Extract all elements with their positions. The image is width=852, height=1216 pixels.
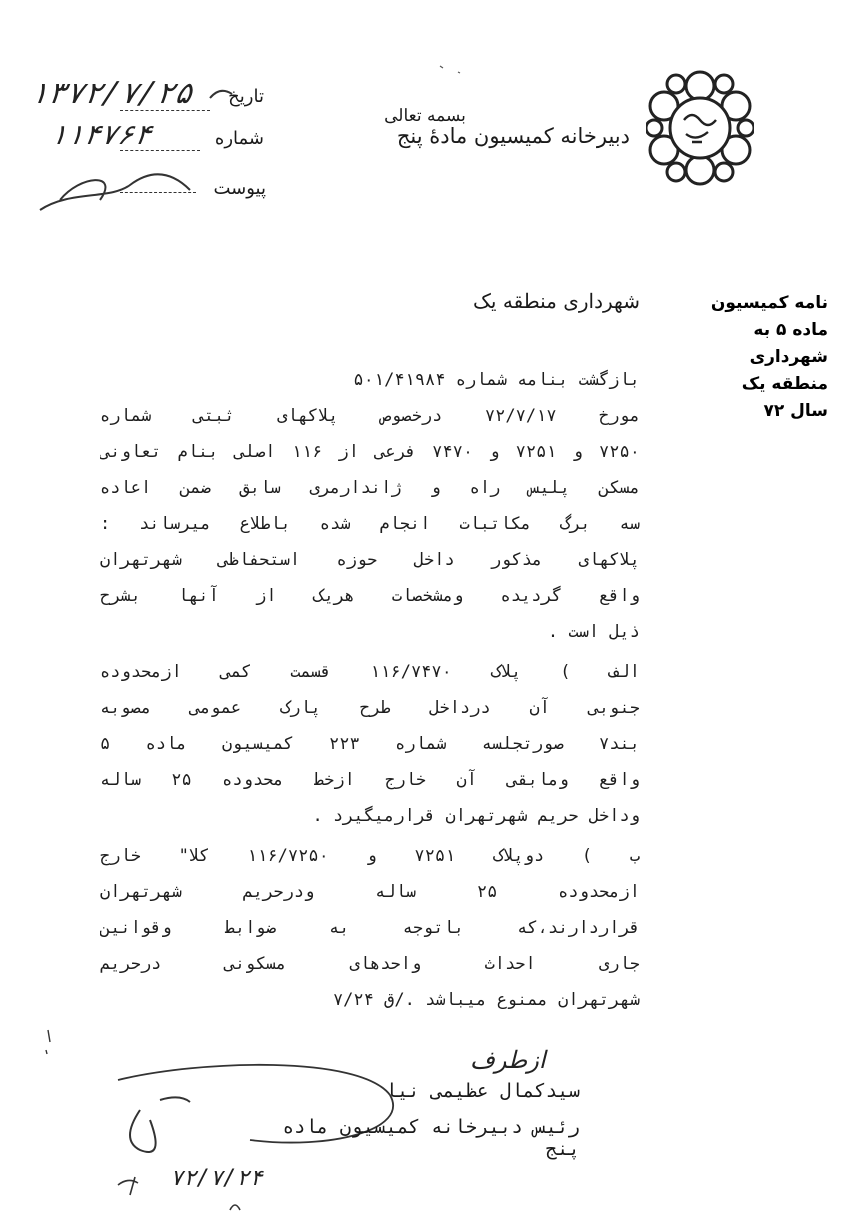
side-note-line: ماده ۵ به [753, 320, 828, 340]
body-line: سه برگ مکاتبات انجام شده باطلاع میرساند : [100, 514, 640, 534]
body-line: بند۷ صورتجلسه شماره ۲۲۳ کمیسیون ماده ۵ [100, 734, 640, 754]
attachment-dotted-line [120, 192, 196, 193]
bismillah: بسمه تعالی [384, 106, 466, 126]
date-value: ۱۳۷۲/۷/۲۵ [27, 76, 196, 111]
body-line: ذیل است . [547, 622, 640, 642]
body-line: ب ) دوپلاک ۷۲۵۱ و ۱۱۶/۷۲۵۰ کلا" خارج [100, 846, 640, 866]
signer-name: سیدکمال عظیمی نیا [385, 1080, 580, 1102]
handwritten-date: ۷۲/۷/۲۴ [170, 1166, 263, 1191]
body-line: مسکن پلیس راه و ژاندارمری سابق ضمن اعاده [100, 478, 640, 498]
body-line: بازگشت بنامه شماره ۵۰۱/۴۱۹۸۴ [353, 370, 640, 390]
side-note [702, 290, 828, 425]
body-line: جاری احداث واحدهای مسکونی درحریم [100, 954, 640, 974]
handwritten-mark: ازطرف [470, 1046, 546, 1074]
number-dotted-line [120, 150, 200, 151]
body-line: مورخ ۷۲/۷/۱۷ درخصوص پلاکهای ثبتی شماره [100, 406, 640, 426]
attachment-label: پیوست [213, 178, 266, 199]
number-value: ۱۱۴۷۶۴ [47, 118, 155, 151]
body-line: الف ) پلاک ۱۱۶/۷۴۷۰ قسمت کمی ازمحدوده [100, 662, 640, 682]
office-name: دبیرخانه کمیسیون مادهٔ پنج [396, 124, 630, 148]
body-line: ازمحدوده ۲۵ ساله ودرحریم شهرتهران [100, 882, 640, 902]
side-note-line: منطقه یک [741, 374, 828, 394]
body-line: واقع ومابقی آن خارج ازخط محدوده ۲۵ ساله [100, 770, 640, 790]
side-note-line: نامه کمیسیون [710, 293, 828, 313]
side-note-line: سال ۷۲ [763, 401, 828, 421]
tehran-municipality-seal-icon [646, 64, 754, 192]
body-line: پلاکهای مذکور داخل حوزه استحفاظی شهرتهران [100, 550, 640, 570]
side-note-line: شهرداری [749, 347, 828, 367]
body-line: قراردارند،که باتوجه به ضوابط وقوانین [100, 918, 640, 938]
letter-body [100, 362, 640, 1018]
body-line: واقع گردیده ومشخصات هریک از آنها بشرح [100, 586, 640, 606]
body-line: شهرتهران ممنوع میباشد ./ق ۷/۲۴ [332, 990, 640, 1010]
body-line: ۷۲۵۰ و ۷۲۵۱ و ۷۴۷۰ فرعی از ۱۱۶ اصلی بنام تعاونی [100, 442, 640, 462]
date-dotted-line [120, 110, 210, 111]
number-label: شماره [214, 128, 264, 149]
body-line: جنوبی آن درداخل طرح پارک عمومی مصوبه [100, 698, 640, 718]
date-label: تاریخ [228, 86, 264, 107]
recipient: شهرداری منطقه یک [473, 289, 640, 313]
body-line: وداخل حریم شهرتهران قرارمیگیرد . [312, 806, 640, 826]
signer-title: رئیس دبیرخانه کمیسیون ماده پنج [282, 1116, 580, 1160]
